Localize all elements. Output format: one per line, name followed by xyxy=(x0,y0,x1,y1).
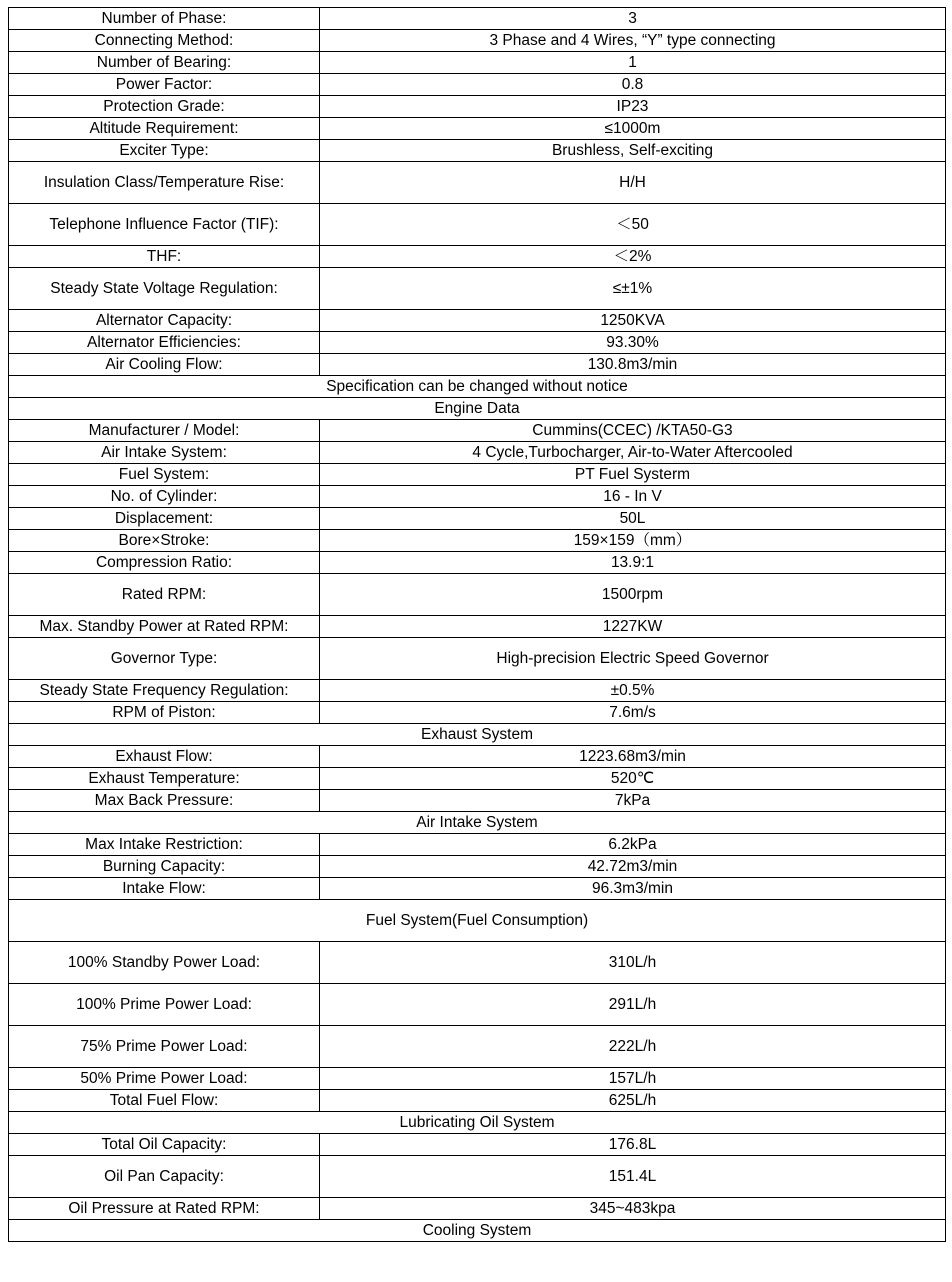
section-heading: Cooling System xyxy=(9,1220,946,1242)
spec-row xyxy=(9,942,946,984)
spec-label: RPM of Piston: xyxy=(9,702,320,724)
spec-label: No. of Cylinder: xyxy=(9,486,320,508)
spec-row xyxy=(9,768,946,790)
spec-label: Max. Standby Power at Rated RPM: xyxy=(9,616,320,638)
spec-row xyxy=(9,746,946,768)
spec-label: Rated RPM: xyxy=(9,574,320,616)
spec-value: 4 Cycle,Turbocharger, Air-to-Water Aftercooled xyxy=(320,442,946,464)
section-heading: Specification can be changed without notice xyxy=(9,376,946,398)
spec-row xyxy=(9,442,946,464)
spec-label: Alternator Capacity: xyxy=(9,310,320,332)
spec-label: Governor Type: xyxy=(9,638,320,680)
section-row xyxy=(9,398,946,420)
spec-label: Air Cooling Flow: xyxy=(9,354,320,376)
spec-row xyxy=(9,96,946,118)
spec-value: ≤1000m xyxy=(320,118,946,140)
section-heading: Engine Data xyxy=(9,398,946,420)
section-heading: Air Intake System xyxy=(9,812,946,834)
spec-row xyxy=(9,162,946,204)
spec-label: Exhaust Flow: xyxy=(9,746,320,768)
section-row xyxy=(9,812,946,834)
spec-row xyxy=(9,1068,946,1090)
spec-value: 520℃ xyxy=(320,768,946,790)
spec-label: Power Factor: xyxy=(9,74,320,96)
spec-row xyxy=(9,552,946,574)
spec-value: 130.8m3/min xyxy=(320,354,946,376)
spec-value: High-precision Electric Speed Governor xyxy=(320,638,946,680)
spec-label: Burning Capacity: xyxy=(9,856,320,878)
spec-label: Total Fuel Flow: xyxy=(9,1090,320,1112)
spec-row xyxy=(9,984,946,1026)
spec-row xyxy=(9,268,946,310)
spec-value: ≤±1% xyxy=(320,268,946,310)
spec-value: 7.6m/s xyxy=(320,702,946,724)
spec-label: Insulation Class/Temperature Rise: xyxy=(9,162,320,204)
spec-label: Steady State Frequency Regulation: xyxy=(9,680,320,702)
spec-value: 7kPa xyxy=(320,790,946,812)
section-row xyxy=(9,900,946,942)
spec-label: Oil Pressure at Rated RPM: xyxy=(9,1198,320,1220)
spec-label: 50% Prime Power Load: xyxy=(9,1068,320,1090)
spec-value: 291L/h xyxy=(320,984,946,1026)
spec-row xyxy=(9,834,946,856)
spec-label: THF: xyxy=(9,246,320,268)
spec-row xyxy=(9,486,946,508)
spec-row xyxy=(9,790,946,812)
spec-value: ±0.5% xyxy=(320,680,946,702)
spec-row xyxy=(9,332,946,354)
spec-label: Max Back Pressure: xyxy=(9,790,320,812)
spec-row xyxy=(9,30,946,52)
section-row xyxy=(9,376,946,398)
spec-value: 42.72m3/min xyxy=(320,856,946,878)
spec-value: 16 - In V xyxy=(320,486,946,508)
spec-label: Altitude Requirement: xyxy=(9,118,320,140)
spec-row xyxy=(9,616,946,638)
spec-row xyxy=(9,118,946,140)
spec-row xyxy=(9,420,946,442)
spec-value: 159×159（mm） xyxy=(320,530,946,552)
spec-label: 100% Prime Power Load: xyxy=(9,984,320,1026)
spec-row xyxy=(9,1156,946,1198)
spec-value: 176.8L xyxy=(320,1134,946,1156)
spec-label: Intake Flow: xyxy=(9,878,320,900)
spec-value: 93.30% xyxy=(320,332,946,354)
spec-label: Displacement: xyxy=(9,508,320,530)
spec-value: 1250KVA xyxy=(320,310,946,332)
spec-label: Exciter Type: xyxy=(9,140,320,162)
spec-row xyxy=(9,878,946,900)
section-row xyxy=(9,724,946,746)
spec-label: Manufacturer / Model: xyxy=(9,420,320,442)
spec-table xyxy=(8,7,946,1242)
spec-value: Cummins(CCEC) /KTA50-G3 xyxy=(320,420,946,442)
spec-label: Total Oil Capacity: xyxy=(9,1134,320,1156)
spec-value: 50L xyxy=(320,508,946,530)
section-heading: Fuel System(Fuel Consumption) xyxy=(9,900,946,942)
spec-row xyxy=(9,140,946,162)
spec-row xyxy=(9,856,946,878)
spec-label: Oil Pan Capacity: xyxy=(9,1156,320,1198)
spec-value: 345~483kpa xyxy=(320,1198,946,1220)
section-row xyxy=(9,1220,946,1242)
spec-label: Number of Phase: xyxy=(9,8,320,30)
spec-label: 75% Prime Power Load: xyxy=(9,1026,320,1068)
spec-value: 6.2kPa xyxy=(320,834,946,856)
spec-label: Number of Bearing: xyxy=(9,52,320,74)
spec-value: H/H xyxy=(320,162,946,204)
spec-value: PT Fuel Systerm xyxy=(320,464,946,486)
spec-value: 1500rpm xyxy=(320,574,946,616)
section-heading: Exhaust System xyxy=(9,724,946,746)
spec-row xyxy=(9,574,946,616)
spec-label: Compression Ratio: xyxy=(9,552,320,574)
spec-value: 157L/h xyxy=(320,1068,946,1090)
spec-label: Air Intake System: xyxy=(9,442,320,464)
spec-row xyxy=(9,204,946,246)
spec-label: Alternator Efficiencies: xyxy=(9,332,320,354)
spec-label: Steady State Voltage Regulation: xyxy=(9,268,320,310)
spec-value: 3 xyxy=(320,8,946,30)
spec-row xyxy=(9,52,946,74)
spec-value: 1223.68m3/min xyxy=(320,746,946,768)
spec-row xyxy=(9,1198,946,1220)
spec-value: 625L/h xyxy=(320,1090,946,1112)
spec-row xyxy=(9,246,946,268)
spec-value: 96.3m3/min xyxy=(320,878,946,900)
spec-table-body xyxy=(9,8,946,1242)
spec-row xyxy=(9,1026,946,1068)
spec-row xyxy=(9,8,946,30)
spec-label: Bore×Stroke: xyxy=(9,530,320,552)
spec-row xyxy=(9,508,946,530)
spec-label: Telephone Influence Factor (TIF): xyxy=(9,204,320,246)
spec-row xyxy=(9,464,946,486)
spec-row xyxy=(9,680,946,702)
spec-label: 100% Standby Power Load: xyxy=(9,942,320,984)
spec-value: 13.9:1 xyxy=(320,552,946,574)
spec-value: 3 Phase and 4 Wires, “Y” type connecting xyxy=(320,30,946,52)
spec-row xyxy=(9,1134,946,1156)
spec-value: 151.4L xyxy=(320,1156,946,1198)
spec-value: Brushless, Self-exciting xyxy=(320,140,946,162)
spec-value: 0.8 xyxy=(320,74,946,96)
spec-value: 1227KW xyxy=(320,616,946,638)
spec-row xyxy=(9,530,946,552)
spec-row xyxy=(9,1090,946,1112)
spec-row xyxy=(9,310,946,332)
spec-label: Max Intake Restriction: xyxy=(9,834,320,856)
spec-value: ＜50 xyxy=(320,204,946,246)
spec-value: ＜2% xyxy=(320,246,946,268)
spec-label: Connecting Method: xyxy=(9,30,320,52)
spec-value: 222L/h xyxy=(320,1026,946,1068)
spec-label: Fuel System: xyxy=(9,464,320,486)
spec-value: 310L/h xyxy=(320,942,946,984)
spec-row xyxy=(9,74,946,96)
section-row xyxy=(9,1112,946,1134)
spec-label: Protection Grade: xyxy=(9,96,320,118)
spec-row xyxy=(9,354,946,376)
spec-value: IP23 xyxy=(320,96,946,118)
spec-label: Exhaust Temperature: xyxy=(9,768,320,790)
spec-row xyxy=(9,638,946,680)
spec-row xyxy=(9,702,946,724)
section-heading: Lubricating Oil System xyxy=(9,1112,946,1134)
spec-value: 1 xyxy=(320,52,946,74)
